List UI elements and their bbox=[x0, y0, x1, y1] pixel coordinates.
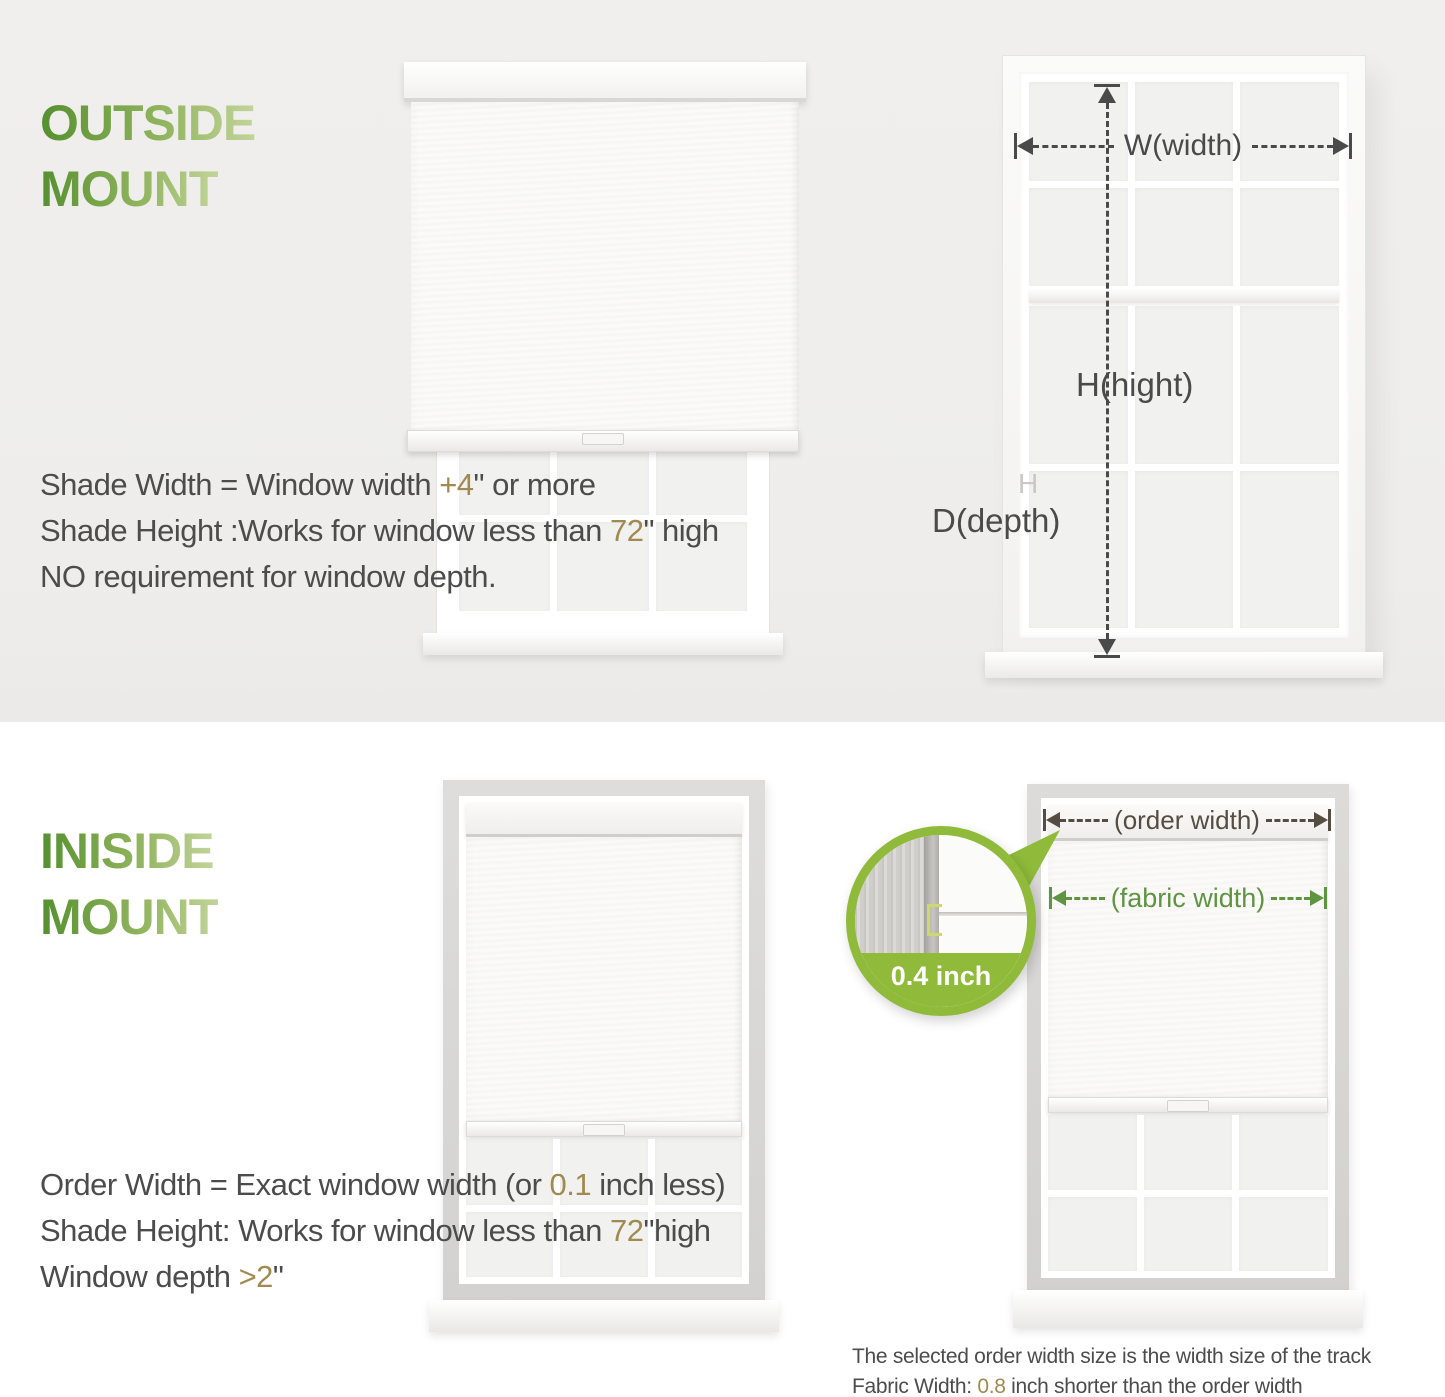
dashed-line bbox=[1252, 145, 1333, 148]
spec-text: Order Width = Exact window width (or bbox=[40, 1167, 550, 1202]
footnote-text: Fabric Width: bbox=[852, 1375, 978, 1397]
arrow-up-head-icon bbox=[1098, 87, 1116, 103]
inside-mount-section bbox=[0, 722, 1445, 1397]
width-label: W(width) bbox=[1123, 129, 1243, 162]
arrow-endbar bbox=[1324, 887, 1327, 909]
dashed-line bbox=[1033, 145, 1114, 148]
window-pane bbox=[1239, 1197, 1328, 1272]
window-pane bbox=[1048, 1197, 1137, 1272]
shade-handle bbox=[1167, 1100, 1209, 1112]
gap-bracket-icon bbox=[927, 904, 942, 936]
arrow-endbar bbox=[1094, 655, 1120, 658]
depth-label: D(depth) bbox=[932, 502, 1061, 539]
spec-text: " bbox=[272, 1259, 284, 1294]
outside-mount-specs bbox=[40, 462, 719, 600]
shade-headrail bbox=[466, 803, 742, 837]
footnote-line bbox=[852, 1372, 1371, 1397]
magnifier-label: 0.4 inch bbox=[890, 961, 992, 991]
spec-line bbox=[40, 554, 719, 600]
spec-text: Shade Height: Works for window less than bbox=[40, 1213, 610, 1248]
arrow-left-head-icon bbox=[1046, 812, 1060, 828]
dashed-line bbox=[1271, 897, 1310, 900]
title-line: MOUNT bbox=[40, 884, 218, 950]
window-frame bbox=[1041, 798, 1335, 1278]
spec-accent: +4 bbox=[439, 467, 474, 502]
arrow-endbar bbox=[1328, 809, 1331, 831]
arrow-right-head-icon bbox=[1314, 812, 1328, 828]
height-label: H(hight) bbox=[1076, 366, 1194, 403]
magnifier-badge bbox=[846, 953, 1036, 1013]
window-pane bbox=[1240, 188, 1339, 287]
shade-handle bbox=[582, 433, 624, 445]
spec-text: " high bbox=[643, 513, 719, 548]
spec-text: NO requirement for window depth. bbox=[40, 559, 497, 594]
spec-line bbox=[40, 508, 719, 554]
lower-sash bbox=[1048, 1115, 1328, 1271]
spec-accent: 72 bbox=[609, 513, 644, 548]
window-pane bbox=[1048, 1115, 1137, 1190]
arrow-left-head-icon bbox=[1052, 890, 1066, 906]
window-sill bbox=[985, 652, 1383, 678]
width-dimension-arrow bbox=[1014, 126, 1352, 166]
arrow-right-head-icon bbox=[1310, 890, 1324, 906]
shade-fabric bbox=[1048, 841, 1328, 1097]
fabric-seam bbox=[939, 912, 1027, 916]
footnote-text: inch shorter than the order width bbox=[1005, 1375, 1303, 1397]
footnote bbox=[852, 1342, 1371, 1397]
spec-text: Shade Height :Works for window less than bbox=[40, 513, 610, 548]
inside-mount-title bbox=[40, 818, 218, 950]
window-pane bbox=[1144, 1115, 1233, 1190]
window-pane bbox=[1240, 306, 1339, 464]
order-width-window bbox=[1027, 784, 1349, 1292]
spec-accent: >2 bbox=[238, 1259, 273, 1294]
shade-fabric bbox=[466, 837, 742, 1121]
inside-mount-specs bbox=[40, 1162, 725, 1300]
window-pane bbox=[1239, 1115, 1328, 1190]
footnote-line: The selected order width size is the width size of the track bbox=[852, 1345, 1371, 1368]
arrow-endbar bbox=[1349, 133, 1352, 159]
spec-line bbox=[40, 1208, 725, 1254]
title-line: INISIDE bbox=[40, 818, 214, 884]
window-sill bbox=[423, 633, 783, 655]
spec-line bbox=[40, 1162, 725, 1208]
outside-mount-title bbox=[40, 90, 255, 222]
upper-sash bbox=[1029, 82, 1339, 286]
title-line: MOUNT bbox=[40, 156, 218, 222]
window-pane bbox=[1135, 471, 1234, 629]
order-width-label: (order width) bbox=[1114, 804, 1260, 835]
window-pane bbox=[1144, 1197, 1233, 1272]
spec-text: inch less) bbox=[591, 1167, 726, 1202]
fabric-width-label: (fabric width) bbox=[1110, 882, 1266, 913]
shade-bottom-rail bbox=[407, 430, 799, 452]
footnote-accent: 0.8 bbox=[977, 1375, 1006, 1397]
spec-line bbox=[40, 462, 719, 508]
dashed-line bbox=[1060, 819, 1108, 822]
shade-bottom-rail bbox=[1048, 1097, 1328, 1113]
spec-text: " or more bbox=[473, 467, 596, 502]
arrow-right-head-icon bbox=[1333, 137, 1349, 155]
lower-sash bbox=[1029, 306, 1339, 628]
dashed-line bbox=[1066, 897, 1105, 900]
meeting-rail bbox=[1029, 289, 1339, 303]
shade-bottom-rail bbox=[466, 1121, 742, 1137]
title-line: OUTSIDE bbox=[40, 90, 255, 156]
depth-tick-mark: H bbox=[1018, 468, 1039, 499]
spec-accent: 0.1 bbox=[549, 1167, 592, 1202]
fabric-width-arrow bbox=[1049, 882, 1327, 914]
spec-text: Shade Width = Window width bbox=[40, 467, 440, 502]
dashed-line bbox=[1266, 819, 1314, 822]
window-sill bbox=[429, 1300, 779, 1332]
order-width-arrow bbox=[1043, 804, 1331, 836]
spec-text: "high bbox=[643, 1213, 711, 1248]
arrow-left-head-icon bbox=[1017, 137, 1033, 155]
shade-handle bbox=[583, 1124, 625, 1136]
spec-accent: 72 bbox=[609, 1213, 644, 1248]
magnifier-circle bbox=[846, 826, 1036, 1016]
window-sill bbox=[1013, 1290, 1363, 1328]
arrow-down-head-icon bbox=[1098, 639, 1116, 655]
window-pane bbox=[1135, 188, 1234, 287]
shade-fabric bbox=[411, 102, 799, 432]
window-pane bbox=[1240, 471, 1339, 629]
shade-valance bbox=[404, 62, 806, 102]
spec-line bbox=[40, 1254, 725, 1300]
spec-text: Window depth bbox=[40, 1259, 239, 1294]
